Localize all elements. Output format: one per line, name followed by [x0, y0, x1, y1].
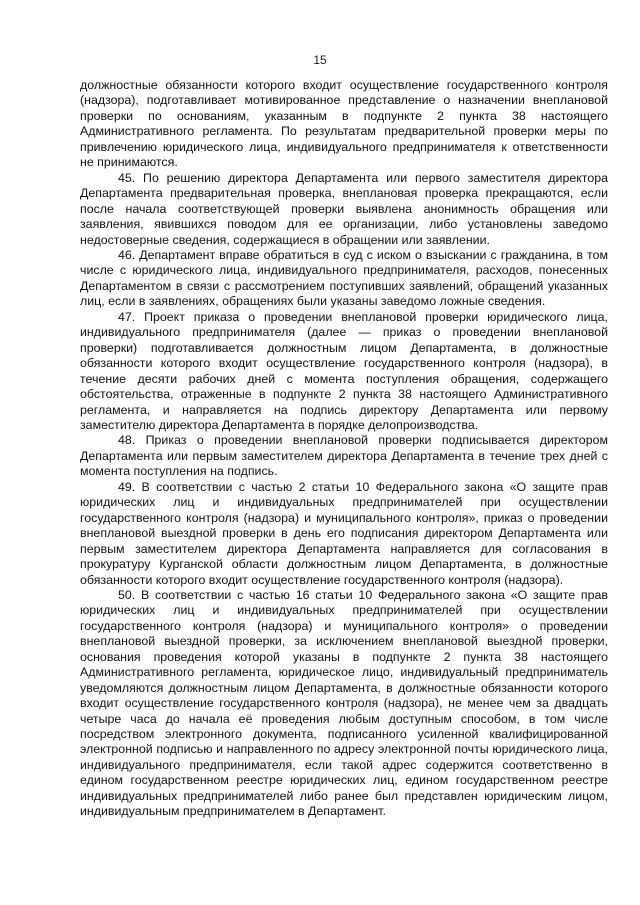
page-number: 15: [313, 53, 327, 67]
paragraph-44-continuation: должностные обязанности которого входит осуществление государственного контроля (надзора), подготавливает мотивированное представление о назначении внеплановой проверки по основаниям, указанным в подпункте 2 пункта 38 настоящего Административного регламента. По результатам предварительной проверки меры по привлечению юридического лица, индивидуального предпринимателя к ответственности не принимаются.: [80, 78, 608, 170]
paragraph-46: 46. Департамент вправе обратиться в суд с иском о взыскании с гражданина, в том числе с юридического лица, индивидуального предпринимателя, расходов, понесенных Департаментом в связи с рассмотрением поступивших заявлений, обращений указанных лиц, если в заявлениях, обращениях были указаны заведомо ложные сведения.: [80, 247, 608, 309]
paragraph-49: 49. В соответствии с частью 2 статьи 10 Федерального закона «О защите прав юридических лиц и индивидуальных предпринимателей при осуществлении государственного контроля (надзора) и муниципального контроля», приказ о проведении внеплановой выездной проверки в день его подписания директором Департамента или первым заместителем директора Департамента направляется для согласования в прокуратуру Курганской области должностным лицом Департамента, в должностные обязанности которого входит осуществление государственного контроля (надзора).: [80, 479, 608, 587]
paragraph-50: 50. В соответствии с частью 16 статьи 10 Федерального закона «О защите прав юридических лиц и индивидуальных предпринимателей при осуществлении государственного контроля (надзора) и муниципального контроля» о проведении внеплановой выездной проверки, за исключением внеплановой выездной проверки, основания проведения которой указаны в подпункте 2 пункта 38 настоящего Административного регламента, юридическое лицо, индивидуальный предприниматель уведомляются должностным лицом Департамента, в должностные обязанности которого входит осуществление государственного контроля (надзора), не менее чем за двадцать четыре часа до начала её проведения любым доступным способом, в том числе посредством электронного документа, подписанного усиленной квалифицированной электронной подписью и направленного по адресу электронной почты юридического лица, индивидуального предпринимателя, если такой адрес содержится соответственно в едином государственном реестре юридических лиц, едином государственном реестре индивидуальных предпринимателей либо ранее был представлен юридическим лицом, индивидуальным предпринимателем в Департамент.: [80, 587, 608, 819]
paragraph-45: 45. По решению директора Департамента или первого заместителя директора Департамента предварительная проверка, внеплановая проверка прекращаются, если после начала соответствующей проверки выявлена анонимность обращения или заявления, явившихся поводом для ее организации, либо установлены заведомо недостоверные сведения, содержащиеся в обращении или заявлении.: [80, 170, 608, 247]
document-body: [80, 78, 608, 820]
paragraph-47: 47. Проект приказа о проведении внеплановой проверки юридического лица, индивидуального предпринимателя (далее — приказ о проведении внеплановой проверки) подготавливается должностным лицом Департамента, в должностные обязанности которого входит осуществление государственного контроля (надзора), в течение десяти рабочих дней с момента поступления обращения, содержащего обстоятельства, отраженные в подпункте 2 пункта 38 настоящего Административного регламента, и направляется на подпись директору Департамента или первому заместителю директора Департамента в порядке делопроизводства.: [80, 309, 608, 432]
paragraph-48: 48. Приказ о проведении внеплановой проверки подписывается директором Департамента или первым заместителем директора Департамента в течение трех дней с момента поступления на подпись.: [80, 433, 608, 479]
